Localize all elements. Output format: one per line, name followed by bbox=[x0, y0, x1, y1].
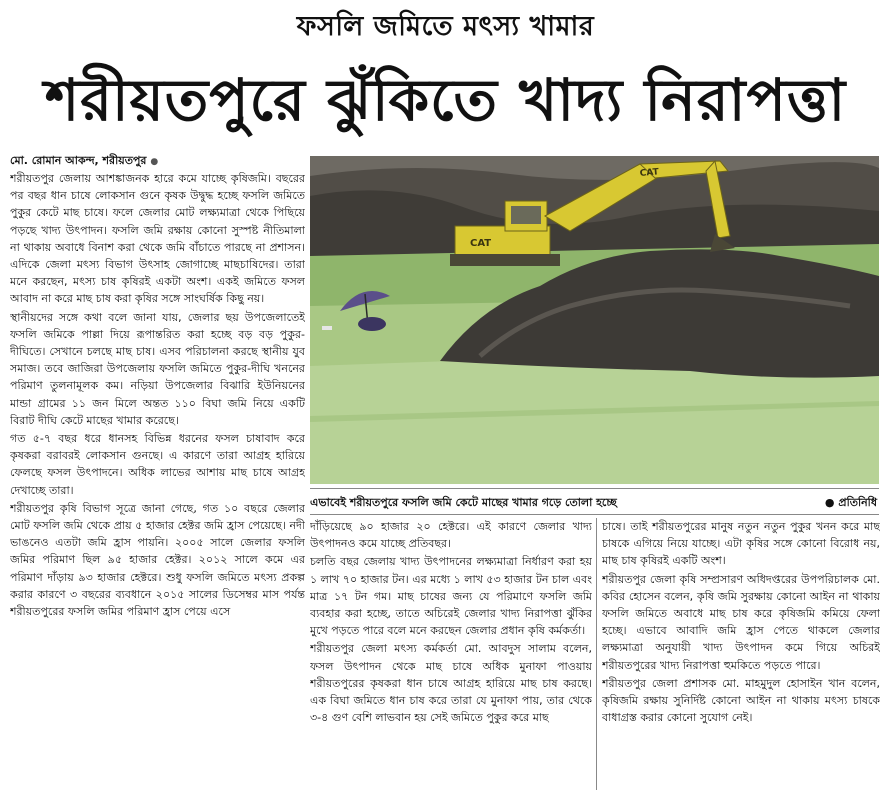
excavator-field-illustration bbox=[310, 156, 879, 484]
article-photo bbox=[310, 156, 879, 484]
article-column-3 bbox=[602, 518, 880, 790]
bullet-icon: ● bbox=[824, 496, 839, 509]
paragraph: দাঁড়িয়েছে ৯০ হাজার ২০ হেক্টরে। এই কারণে জেলার খাদ্য উৎপাদনও কমে যাচ্ছে প্রতিবছর। bbox=[310, 520, 592, 551]
bullet-icon: ● bbox=[150, 157, 159, 167]
caption-top-rule bbox=[310, 488, 879, 489]
column-divider bbox=[596, 518, 597, 790]
photo-credit bbox=[825, 493, 877, 513]
article-headline: শরীয়তপুরে ঝুঁকিতে খাদ্য নিরাপত্তা bbox=[44, 66, 847, 134]
paragraph: শরীয়তপুর জেলায় আশঙ্কাজনক হারে কমে যাচ্ছে কৃষিজমি। বছরের পর বছর ধান চাষে লোকসান গুনে কৃষক উদ্বুদ্ধ হচ্ছে ফসলি জমিতে পুকুর কেটে মাছ চাষে। ফলে জেলার মোট লক্ষ্যমাত্রা থেকে পিছিয়ে পড়ছে খাদ্য উৎপাদন। ফসলি জমি রক্ষায় কোনো সুস্পষ্ট নীতিমালা না থাকায় অবাধে বিনাশ করা থেকে জমি বাঁচাতে পারছে না প্রশাসন। এদিকে জেলা মৎস্য বিভাগ উৎসাহ জোগাচ্ছে মাছচাষিদের। তারা মনে করছেন, মৎস্য চাষ কৃষিরই একটা অংশ। একই জমিতে ফসল আবাদ না করে মাছ চাষ করা কৃষির সঙ্গে সাংঘর্ষিক কিছু নয়। bbox=[10, 172, 305, 306]
caption-bottom-rule bbox=[310, 514, 879, 515]
photo-caption bbox=[310, 493, 879, 513]
article-column-1 bbox=[10, 170, 305, 790]
excavator-boom-label: CAT bbox=[639, 167, 660, 179]
paragraph: শরীয়তপুর জেলা কৃষি সম্প্রসারণ অধিদপ্তরের উপপরিচালক মো. কবির হোসেন বলেন, কৃষি জমি সুরক্ষায় কোনো আইন না থাকায় ফসলি জমিতে অবাধে মাছ চাষ করে কৃষিজমি কমিয়ে ফেলা হচ্ছে। এভাবে আবাদি জমি হ্রাস পেতে থাকলে জেলার লক্ষ্যমাত্রা অনুযায়ী খাদ্য উৎপাদন কমে গিয়ে অচিরই শরীয়তপুরের খাদ্য নিরাপত্তা হুমকিতে পড়তে পারে। bbox=[602, 572, 880, 672]
paragraph: শরীয়তপুর জেলা মৎস্য কর্মকর্তা মো. আবদুস সালাম বলেন, ফসল উৎপাদন থেকে মাছ চাষে অধিক মুনাফা পাওয়ায় শরীয়তপুরের কৃষকরা ধান চাষে আগ্রহ হারিয়ে মাছ চাষ করছে। এক বিঘা জমিতে ধান চাষ করে তারা যে মুনাফা পায়, তার থেকে ৩-৪ গুণ বেশি লাভবান হয় সেই জমিতে পুকুর করে মাছ bbox=[310, 642, 592, 725]
article-column-2 bbox=[310, 518, 592, 790]
paragraph: চাষে। তাই শরীয়তপুরের মানুষ নতুন নতুন পুকুর খনন করে মাছ চাষকে এগিয়ে নিয়ে যাচ্ছে। এটা কৃষির সঙ্গে কোনো বিরোধ নয়, মাছ চাষ কৃষিরই একটি অংশ। bbox=[602, 520, 880, 568]
byline-text: মো. রোমান আকন্দ, শরীয়তপুর bbox=[10, 154, 147, 167]
byline bbox=[10, 152, 305, 171]
excavator-brand-label: CAT bbox=[470, 238, 492, 249]
article-kicker: ফসলি জমিতে মৎস্য খামার bbox=[296, 11, 595, 42]
paragraph: শরীয়তপুর কৃষি বিভাগ সূত্রে জানা গেছে, গত ১০ বছরে জেলার মোট ফসলি জমি থেকে প্রায় ৫ হাজার হেক্টর জমি হ্রাস পেয়েছে। নদী ভাঙনেও এতটা জমি হ্রাস পায়নি। ২০০৫ সালে জেলার ফসলি জমির পরিমাণ ছিল ৯৫ হাজার হেক্টর। ২০১২ সালে কমে এর পরিমাণ দাঁড়ায় ৯৩ হাজার হেক্টরে। শুধু ফসলি জমিতে মৎস্য প্রকল্প করার কারণে ৩ বছরের ব্যবধানে ২০১৫ সালের ডিসেম্বর মাস পর্যন্ত শরীয়তপুরের ফসলি জমির পরিমাণ হ্রাস পেয়ে এসে bbox=[10, 501, 305, 619]
credit-text: প্রতিনিধি bbox=[838, 496, 877, 509]
caption-text: এভাবেই শরীয়তপুরে ফসলি জমি কেটে মাছের খামার গড়ে তোলা হচ্ছে bbox=[310, 496, 617, 509]
paragraph: গত ৫-৭ বছর ধরে ধানসহ বিভিন্ন ধরনের ফসল চাষাবাদ করে কৃষকরা বরাবরই লোকসান গুনছে। এ কারণে তারা আগ্রহ হারিয়ে ফেলছে ফসল উৎপাদনে। অধিক লাভের আশায় মাছ চাষে আগ্রহ দেখাচ্ছে তারা। bbox=[10, 432, 305, 497]
paragraph: স্থানীয়দের সঙ্গে কথা বলে জানা যায়, জেলার ছয় উপজেলাতেই ফসলি জমিকে পাল্লা দিয়ে রূপান্তরিত করা হচ্ছে বড় বড় পুকুর-দীঘিতে। সেখানে চলছে মাছ চাষ। এসব পরিচালনা করছে স্থানীয় যুব সমাজ। তবে জাজিরা উপজেলায় ফসলি জমিতে পুকুর-দীঘি খননের পরিমাণ তুলনামূলক কম। নড়িয়া উপজেলার বিঝারি ইউনিয়নের মান্ডা গ্রামের ১১ জন মিলে অন্তত ১১০ বিঘা জমি নিয়ে একটি বিরাট দীঘি কেটে মাছের খামার করেছে। bbox=[10, 310, 305, 427]
paragraph: চলতি বছর জেলায় খাদ্য উৎপাদনের লক্ষ্যমাত্রা নির্ধারণ করা হয় ১ লাখ ৭০ হাজার টন। এর মধ্যে ১ লাখ ৫৩ হাজার টন চাল এবং মাত্র ১৭ টন গম। মাছ চাষের জন্য যে পরিমাণে ফসলি জমি ব্যবহার করা হচ্ছে, তাতে অচিরেই জেলার খাদ্য নিরাপত্তা ঝুঁকির মুখে পড়তে পারে বলে মনে করছেন জেলার প্রধান কৃষি কর্মকর্তা। bbox=[310, 555, 592, 638]
paragraph: শরীয়তপুর জেলা প্রশাসক মো. মাহমুদুল হোসাইন খান বলেন, কৃষিজমি রক্ষায় সুনির্দিষ্ট কোনো আইন না থাকায় মৎস্য চাষকে বাধাগ্রস্ত করার কোনো সুযোগ নেই। bbox=[602, 676, 880, 725]
